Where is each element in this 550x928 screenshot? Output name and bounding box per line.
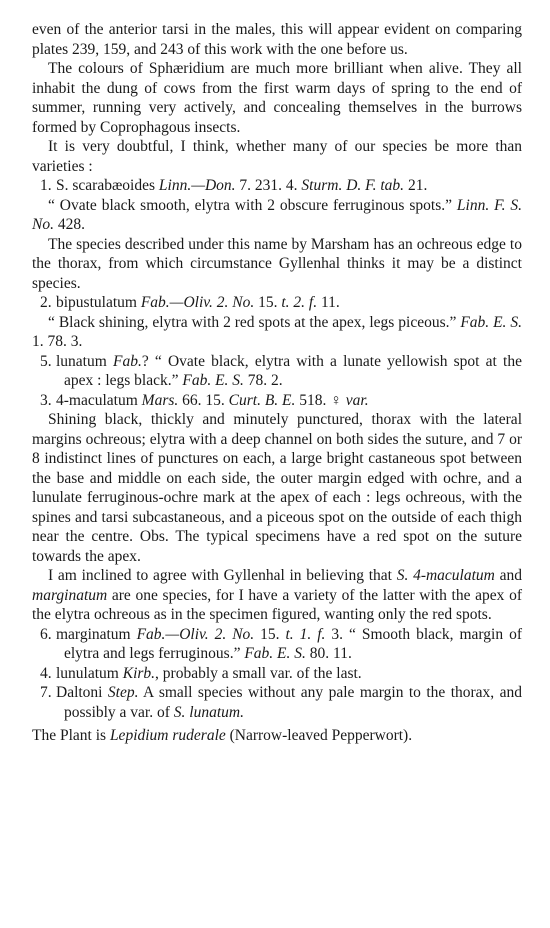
reference: Curt. B. E. bbox=[228, 391, 296, 409]
entry-text: A small species without any pale margin to the thorax, and possibly a var. of bbox=[64, 684, 522, 721]
species-entry-3 bbox=[32, 391, 522, 411]
paragraph-colours: The colours of Sphæridium are much more brilliant when alive. They all inhabit the dung of cows from the first warm days of spring to the end of summer, running very actively, and concealing themselves in the burrows formed by Coprophagous insects. bbox=[32, 60, 522, 136]
reference: Kirb. bbox=[122, 664, 156, 682]
entry-number: 7. bbox=[40, 684, 52, 701]
reference: Fab.—Oliv. 2. No. bbox=[136, 625, 255, 643]
reference: Linn.—Don. bbox=[158, 177, 236, 194]
note-text: I am inclined to agree with Gyllenhal in believing that bbox=[48, 567, 397, 584]
species-italic: S. 4-maculatum bbox=[396, 567, 495, 584]
species-entry-5 bbox=[32, 352, 522, 391]
reference-number: 15. bbox=[254, 294, 282, 311]
entry-number: 6. bbox=[40, 625, 52, 643]
quote-text: “ Black shining, elytra with 2 red spots at the apex, legs piceous.” bbox=[48, 313, 461, 331]
reference: Fab.—Oliv. 2. No. bbox=[140, 294, 255, 311]
note-text: are one species, for I have a variety of the latter with the apex of the elytra ochreous as in the specimen figured, wanting only the red spots. bbox=[32, 586, 522, 623]
female-variety-mark: ♀ var. bbox=[330, 391, 369, 409]
entry-1-note: The species described under this name by Marsham has an ochreous edge to the thorax, from which circumstance Gyllenhal thinks it may be a distinct species. bbox=[32, 235, 522, 292]
species-entry-6 bbox=[32, 625, 522, 664]
entry-3-description: Shining black, thickly and minutely punctured, thorax with the lateral margins ochreous; elytra with a deep channel on both sides the suture, and 7 or 8 indistinct lines of punctures on each, a large bright castaneous spot between the base and middle on each side, the outer margin edged with ochre, and a lunulate ferruginous-ochre mark at the apex of each : legs ochreous, with the spines and tarsi subcastaneous, and a piceous spot on the outside of each thigh near the centre. Obs. The typical specimens have a red spot on the suture towards the apex. bbox=[32, 411, 522, 565]
species-name: 4-maculatum bbox=[56, 391, 142, 409]
paragraph-tarsi: even of the anterior tarsi in the males, this will appear evident on comparing plates 239, 159, and 243 of this work with the one before us. bbox=[32, 21, 522, 58]
reference: Fab. E. S. bbox=[182, 372, 244, 389]
reference: Fab. E. S. bbox=[244, 645, 306, 662]
reference-number: 80. 11. bbox=[305, 645, 352, 662]
note-text: and bbox=[494, 567, 522, 584]
quote-text: “ Ovate black smooth, elytra with 2 obscure ferruginous spots.” bbox=[48, 196, 457, 214]
species-name: lunulatum bbox=[56, 664, 123, 682]
plant-text: (Narrow-leaved Pepperwort). bbox=[225, 727, 413, 744]
plant-note bbox=[32, 726, 522, 746]
plant-text: The Plant is bbox=[32, 727, 110, 744]
reference-number: 1. 78. 3. bbox=[32, 333, 83, 350]
reference: Fab. bbox=[113, 352, 142, 370]
species-name: marginatum bbox=[56, 625, 137, 643]
reference-number: 518. bbox=[295, 391, 331, 409]
reference: Sturm. D. F. tab. bbox=[301, 177, 405, 194]
reference-number: 66. 15. bbox=[178, 391, 229, 409]
plant-name: Lepidium ruderale bbox=[109, 727, 226, 744]
paragraph-varieties: It is very doubtful, I think, whether many of our species be more than varieties : bbox=[32, 138, 522, 175]
reference: t. 1. f. bbox=[285, 625, 326, 643]
entry-2-quote bbox=[32, 313, 522, 352]
entry-number: 5. bbox=[40, 352, 52, 370]
species-name: Daltoni bbox=[56, 684, 108, 701]
entry-number: 2. bbox=[40, 294, 52, 311]
species-name: lunatum bbox=[56, 352, 113, 370]
entry-number: 4. bbox=[40, 664, 52, 682]
species-entry-1 bbox=[32, 176, 522, 196]
quote-text: ? “ Ovate black, elytra with a lunate yellowish spot at the apex : legs black.” bbox=[64, 352, 522, 389]
entry-text: , probably a small var. of the last. bbox=[155, 664, 362, 682]
species-name: S. scarabæoides bbox=[56, 177, 156, 194]
species-entry-7 bbox=[32, 683, 522, 722]
reference: Step. bbox=[107, 684, 139, 701]
reference-number: 21. bbox=[404, 177, 428, 194]
species-italic: S. lunatum. bbox=[173, 703, 244, 721]
species-entry-2 bbox=[32, 293, 522, 313]
entry-1-quote bbox=[32, 196, 522, 235]
quote-text: 3. “ Smooth black, margin of elytra and legs ferruginous.” bbox=[64, 625, 522, 662]
reference: Linn. F. S. No. bbox=[32, 196, 522, 233]
reference-number: 15. bbox=[254, 625, 286, 643]
entry-3-note bbox=[32, 566, 522, 625]
reference: t. 2. f. bbox=[281, 294, 318, 311]
reference: Mars. bbox=[141, 391, 179, 409]
entry-number: 1. bbox=[40, 177, 52, 194]
species-italic: marginatum bbox=[32, 586, 108, 604]
species-entry-4 bbox=[32, 664, 522, 684]
reference-number: 11. bbox=[317, 294, 340, 311]
reference-number: 428. bbox=[53, 216, 85, 233]
reference-number: 7. 231. 4. bbox=[235, 177, 302, 194]
reference: Fab. E. S. bbox=[460, 313, 522, 331]
entry-number: 3. bbox=[40, 391, 52, 409]
species-name: bipustulatum bbox=[56, 294, 141, 311]
reference-number: 78. 2. bbox=[243, 372, 283, 389]
